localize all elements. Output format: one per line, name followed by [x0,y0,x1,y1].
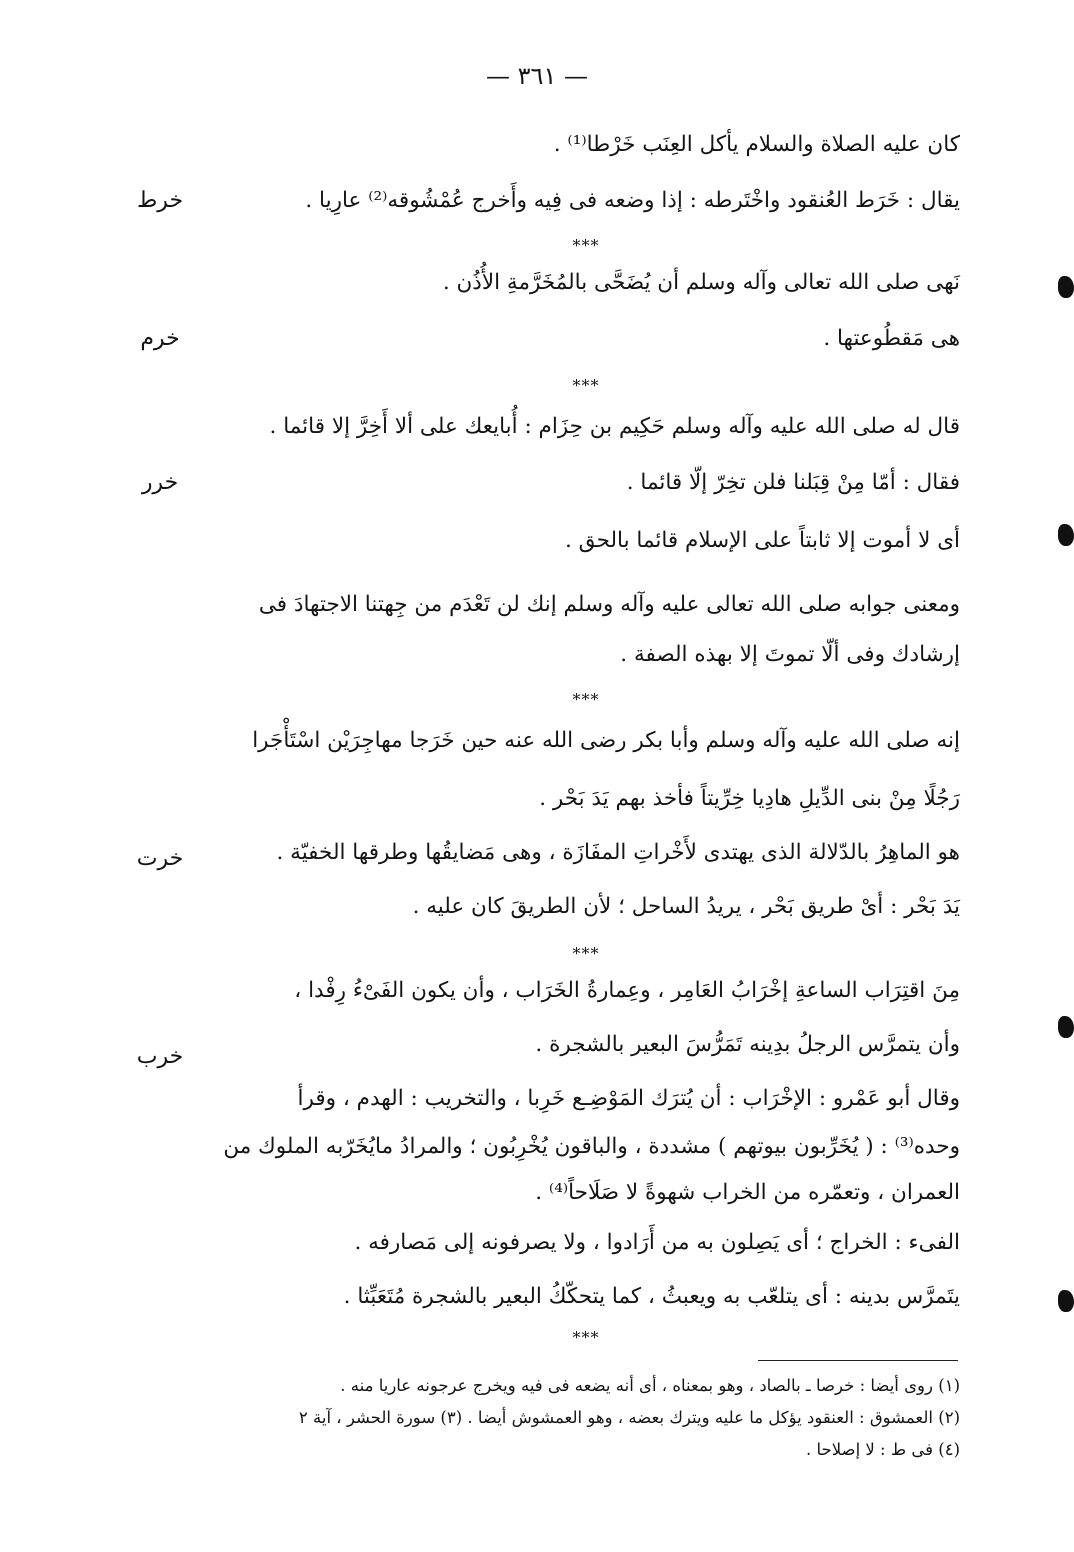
text-line: يَدَ بَحْر : أىْ طريق بَحْر ، يريدُ الساحل ؛ لأن الطريقَ كان عليه . [412,894,960,919]
text-line: يقال : خَرَط العُنقود واخْتَرطه : إذا وضعه فى فِيه وأَخرج عُمْشُوقه⁽²⁾ عارِيا . [305,188,960,213]
page-number: — ٣٦١ — [486,62,588,90]
section-separator: *** [572,690,600,709]
margin-mark [1058,1290,1074,1312]
text-line: وحده⁽³⁾ : ( يُخَرِّبون بيوتهم ) مشددة ، والباقون يُخْرِبُون ؛ والمرادُ مايُخَرّبه الملوك من [223,1134,960,1159]
text-line: وأن يتمرَّس الرجلُ بدِينه تَمَرُّسَ البعير بالشجرة . [535,1032,960,1057]
root-word-kharama: خرم [140,326,180,351]
text-line: فقال : أمّا مِنْ قِبَلنا فلن تخِرّ إلّا قائما . [626,470,960,495]
text-line: رَجُلًا مِنْ بنى الدِّيلِ هادِيا خِرِّيتاً فأخذ بهم يَدَ بَحْر . [539,786,960,811]
margin-mark [1058,524,1074,546]
margin-mark [1058,276,1074,298]
text-line: قال له صلى الله عليه وآله وسلم حَكِيم بن حِزَام : أُبايعك على ألا أَخِرَّ إلا قائما . [269,414,960,439]
root-word-kharaba: خرب [136,1044,184,1069]
footnote: (٢) العمشوق : العنقود يؤكل ما عليه ويترك بعضه ، وهو العمشوش أيضا . (٣) سورة الحشر ، آية ٢ [298,1408,960,1427]
text-line: وقال أبو عَمْرو : الإخْرَاب : أن يُترَك المَوْضِـع خَرِبا ، والتخريب : الهدم ، وقرأ [297,1086,960,1111]
text-line: العمران ، وتعمّره من الخراب شهوةً لا صَلَاحاً⁽⁴⁾ . [535,1180,960,1205]
text-line: هو الماهِرُ بالدّلالة الذى يهتدى لأَخْراتِ المفَازَة ، وهى مَضايقُها وطرقها الخفيّة . [276,840,960,865]
text-line: مِنَ اقتِرَاب الساعةِ إخْرَابُ العَامِر ، وعِمارةُ الخَرَاب ، وأن يكون الفَىْءُ رِفْدا ، [294,978,960,1003]
margin-mark [1058,1016,1074,1038]
footnote-rule [758,1360,958,1361]
text-line: ومعنى جوابه صلى الله تعالى عليه وآله وسلم إنك لن تَعْدَم من جِهتنا الاجتهادَ فى [258,592,960,617]
text-line: نَهى صلى الله تعالى وآله وسلم أن يُضَحَّى بالمُخَرَّمةِ الأُذُن . [442,270,960,295]
root-word-kharata: خرط [136,188,184,213]
section-separator: *** [572,236,600,255]
footnote: (١) روى أيضا : خرصا ـ بالصاد ، وهو بمعناه ، أى أنه يضعه فى فيه ويخرج عرجونه عاريا منه . [340,1376,960,1395]
section-separator: *** [572,1328,600,1347]
footnote: (٤) فى ط : لا إصلاحا . [806,1440,960,1459]
text-line: كان عليه الصلاة والسلام يأكل العِنَب خَرْطا⁽¹⁾ . [553,132,960,157]
text-line: الفىء : الخراج ؛ أى يَصِلون به من أَرَادوا ، ولا يصرفونه إلى مَصارفه . [354,1230,960,1255]
text-line: هى مَقطُوعتها . [823,326,960,351]
text-line: يتَمرَّس بدينه : أى يتلعّب به ويعبثُ ، كما يتحكّكُ البعير بالشجرة مُتَعَبِّثا . [343,1284,960,1309]
section-separator: *** [572,376,600,395]
root-word-kharata-2: خرت [136,846,184,871]
text-line: أى لا أموت إلا ثابتاً على الإسلام قائما بالحق . [565,528,960,553]
text-line: إرشادك وفى ألّا تموتَ إلا بهذه الصفة . [620,642,960,667]
text-line: إنه صلى الله عليه وآله وسلم وأبا بكر رضى الله عنه حين خَرَجا مهاجِرَيْن اسْتَأْجَرا [252,728,960,753]
section-separator: *** [572,944,600,963]
root-word-kharara: خرر [141,470,179,495]
